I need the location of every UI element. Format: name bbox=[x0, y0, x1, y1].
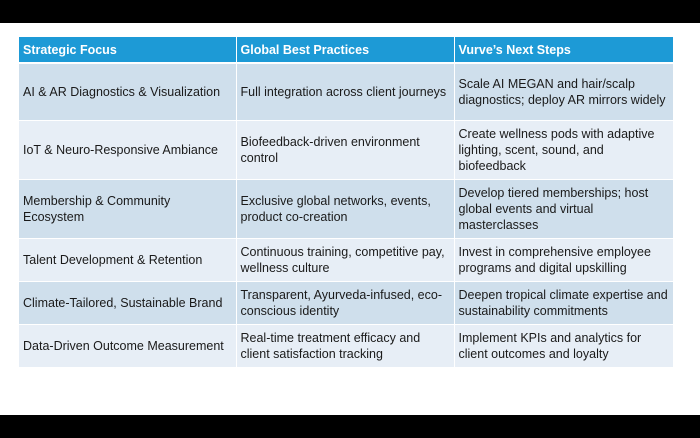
cell-best-practice: Biofeedback-driven environment control bbox=[236, 121, 454, 180]
header-row bbox=[19, 37, 673, 63]
cell-next-step: Scale AI MEGAN and hair/scalp diagnostics; deploy AR mirrors widely bbox=[454, 63, 673, 121]
table-row bbox=[19, 63, 673, 121]
header-next-steps: Vurve’s Next Steps bbox=[454, 37, 673, 63]
table-row bbox=[19, 239, 673, 282]
cell-best-practice: Continuous training, competitive pay, wellness culture bbox=[236, 239, 454, 282]
table-row bbox=[19, 325, 673, 368]
cell-strategic-focus: AI & AR Diagnostics & Visualization bbox=[19, 63, 236, 121]
cell-strategic-focus: Climate-Tailored, Sustainable Brand bbox=[19, 282, 236, 325]
cell-best-practice: Exclusive global networks, events, product co-creation bbox=[236, 180, 454, 239]
slide bbox=[0, 23, 700, 415]
cell-strategic-focus: IoT & Neuro-Responsive Ambiance bbox=[19, 121, 236, 180]
cell-next-step: Implement KPIs and analytics for client outcomes and loyalty bbox=[454, 325, 673, 368]
cell-next-step: Invest in comprehensive employee programs and digital upskilling bbox=[454, 239, 673, 282]
table-row bbox=[19, 180, 673, 239]
cell-best-practice: Real-time treatment efficacy and client satisfaction tracking bbox=[236, 325, 454, 368]
cell-strategic-focus: Talent Development & Retention bbox=[19, 239, 236, 282]
cell-best-practice: Full integration across client journeys bbox=[236, 63, 454, 121]
cell-strategic-focus: Membership & Community Ecosystem bbox=[19, 180, 236, 239]
table-row bbox=[19, 282, 673, 325]
cell-strategic-focus: Data-Driven Outcome Measurement bbox=[19, 325, 236, 368]
cell-next-step: Develop tiered memberships; host global events and virtual masterclasses bbox=[454, 180, 673, 239]
cell-next-step: Create wellness pods with adaptive lighting, scent, sound, and biofeedback bbox=[454, 121, 673, 180]
table-row bbox=[19, 121, 673, 180]
cell-next-step: Deepen tropical climate expertise and sustainability commitments bbox=[454, 282, 673, 325]
header-strategic-focus: Strategic Focus bbox=[19, 37, 236, 63]
strategy-table bbox=[19, 37, 673, 368]
cell-best-practice: Transparent, Ayurveda-infused, eco-conscious identity bbox=[236, 282, 454, 325]
header-global-best-practices: Global Best Practices bbox=[236, 37, 454, 63]
